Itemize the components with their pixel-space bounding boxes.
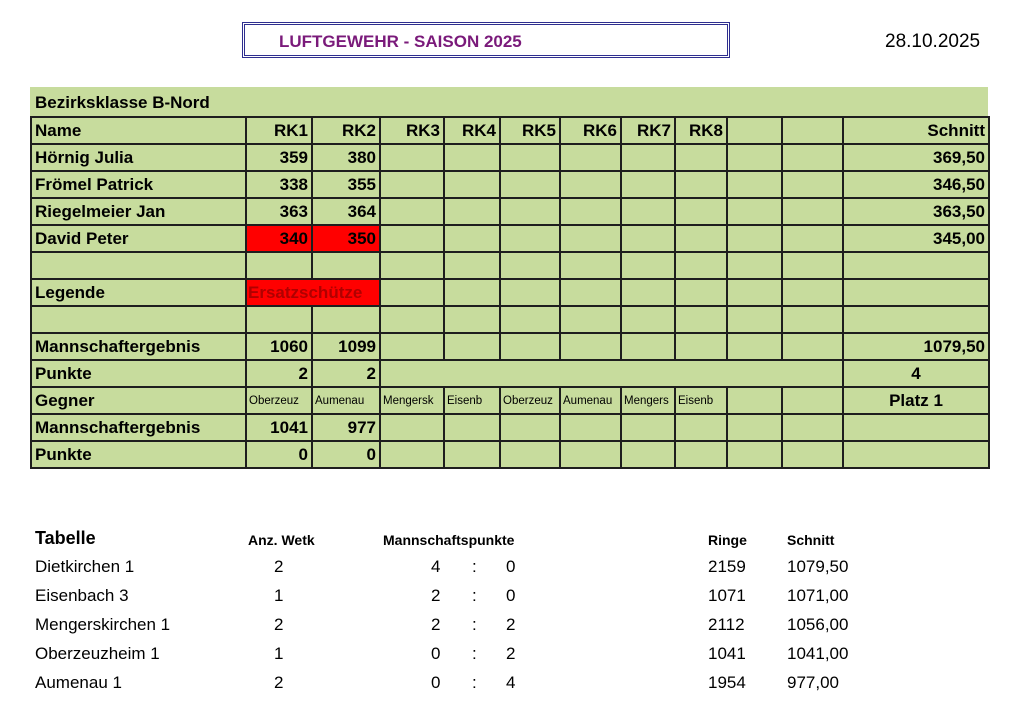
score-cell: 363 bbox=[246, 198, 312, 225]
rings-value: 2159 bbox=[708, 557, 746, 576]
standings-header-average: Schnitt bbox=[787, 532, 835, 548]
score-cell: 380 bbox=[312, 144, 380, 171]
opponent-cell: Mengers bbox=[621, 387, 675, 414]
opponent-points-label: Punkte bbox=[31, 441, 246, 468]
points-separator: : bbox=[472, 673, 477, 692]
placement-cell: Platz 1 bbox=[843, 387, 989, 414]
team-points-cell: 2 bbox=[312, 360, 380, 387]
points-plus: 2 bbox=[431, 586, 441, 605]
score-cell: 355 bbox=[312, 171, 380, 198]
team-points-label: Punkte bbox=[31, 360, 246, 387]
points-separator: : bbox=[472, 615, 477, 634]
points-separator: : bbox=[472, 586, 477, 605]
points-minus: 4 bbox=[506, 673, 516, 692]
standings-header-points: Mannschaftspunkte bbox=[383, 532, 515, 548]
col-header: RK2 bbox=[312, 117, 380, 144]
opponent-cell: Oberzeuz bbox=[246, 387, 312, 414]
table-row bbox=[31, 198, 989, 225]
col-header: RK4 bbox=[444, 117, 500, 144]
team-result-average: 1079,50 bbox=[843, 333, 989, 360]
score-cell: 359 bbox=[246, 144, 312, 171]
points-minus: 0 bbox=[506, 557, 516, 576]
competitions-count: 1 bbox=[274, 586, 284, 605]
standings-header-competitions: Anz. Wetk bbox=[248, 532, 315, 548]
average-value: 1079,50 bbox=[787, 557, 849, 576]
standings-header-rings: Ringe bbox=[708, 532, 747, 548]
points-plus: 0 bbox=[431, 644, 441, 663]
team-name: Dietkirchen 1 bbox=[35, 557, 135, 576]
opponent-cell: Oberzeuz bbox=[500, 387, 560, 414]
competitions-count: 2 bbox=[274, 557, 284, 576]
opponent-result-cell: 977 bbox=[312, 414, 380, 441]
opponent-cell: Eisenb bbox=[444, 387, 500, 414]
team-points-row bbox=[31, 360, 989, 387]
header-row bbox=[31, 117, 989, 144]
opponent-result-row bbox=[31, 414, 989, 441]
page-title: LUFTGEWEHR - SAISON 2025 bbox=[279, 32, 522, 51]
col-header: RK7 bbox=[621, 117, 675, 144]
results-table bbox=[30, 116, 990, 469]
team-points-cell: 2 bbox=[246, 360, 312, 387]
team-name: Eisenbach 3 bbox=[35, 586, 129, 605]
points-separator: : bbox=[472, 644, 477, 663]
score-cell: 364 bbox=[312, 198, 380, 225]
opponent-points-row bbox=[31, 441, 989, 468]
team-name: Mengerskirchen 1 bbox=[35, 615, 171, 634]
opponent-points-cell: 0 bbox=[246, 441, 312, 468]
points-plus: 4 bbox=[431, 557, 441, 576]
col-header bbox=[782, 117, 843, 144]
score-cell-substitute: 340 bbox=[246, 225, 312, 252]
score-cell: 338 bbox=[246, 171, 312, 198]
points-minus: 0 bbox=[506, 586, 516, 605]
points-plus: 2 bbox=[431, 615, 441, 634]
date-label: 28.10.2025 bbox=[885, 31, 981, 52]
average-value: 1041,00 bbox=[787, 644, 849, 663]
opponent-result-label: Mannschaftergebnis bbox=[31, 414, 246, 441]
rings-value: 1954 bbox=[708, 673, 746, 692]
rings-value: 2112 bbox=[708, 615, 745, 634]
opponent-cell: Mengersk bbox=[380, 387, 444, 414]
league-header bbox=[30, 87, 988, 116]
col-header: Name bbox=[31, 117, 246, 144]
legend-substitute: Ersatzschütze bbox=[246, 279, 380, 306]
points-minus: 2 bbox=[506, 615, 516, 634]
title-box bbox=[242, 22, 730, 58]
opponent-cell: Aumenau bbox=[312, 387, 380, 414]
table-row bbox=[31, 171, 989, 198]
average-value: 1056,00 bbox=[787, 615, 849, 634]
empty-row bbox=[31, 252, 989, 279]
col-header: RK6 bbox=[560, 117, 621, 144]
col-header: Schnitt bbox=[843, 117, 989, 144]
points-minus: 2 bbox=[506, 644, 516, 663]
points-separator: : bbox=[472, 557, 477, 576]
opponents-row bbox=[31, 387, 989, 414]
col-header: RK3 bbox=[380, 117, 444, 144]
team-points-total: 4 bbox=[843, 360, 989, 387]
team-name: Aumenau 1 bbox=[35, 673, 122, 692]
rings-value: 1071 bbox=[708, 586, 746, 605]
team-result-row bbox=[31, 333, 989, 360]
opponent-cell: Eisenb bbox=[675, 387, 727, 414]
score-cell-substitute: 350 bbox=[312, 225, 380, 252]
legend-label: Legende bbox=[31, 279, 246, 306]
legend-row bbox=[31, 279, 989, 306]
league-name: Bezirksklasse B-Nord bbox=[35, 93, 210, 112]
opponents-label: Gegner bbox=[31, 387, 246, 414]
competitions-count: 2 bbox=[274, 673, 284, 692]
team-result-cell: 1060 bbox=[246, 333, 312, 360]
empty-row bbox=[31, 306, 989, 333]
average-value: 1071,00 bbox=[787, 586, 849, 605]
average-cell: 369,50 bbox=[843, 144, 989, 171]
average-cell: 345,00 bbox=[843, 225, 989, 252]
team-result-label: Mannschaftergebnis bbox=[31, 333, 246, 360]
average-cell: 346,50 bbox=[843, 171, 989, 198]
shooter-name: Riegelmeier Jan bbox=[31, 198, 246, 225]
table-row bbox=[31, 144, 989, 171]
standings-title: Tabelle bbox=[35, 528, 96, 548]
team-result-cell: 1099 bbox=[312, 333, 380, 360]
opponent-result-cell: 1041 bbox=[246, 414, 312, 441]
opponent-points-cell: 0 bbox=[312, 441, 380, 468]
points-plus: 0 bbox=[431, 673, 441, 692]
col-header: RK5 bbox=[500, 117, 560, 144]
shooter-name: Frömel Patrick bbox=[31, 171, 246, 198]
shooter-name: David Peter bbox=[31, 225, 246, 252]
team-name: Oberzeuzheim 1 bbox=[35, 644, 160, 663]
col-header: RK1 bbox=[246, 117, 312, 144]
table-row bbox=[31, 225, 989, 252]
opponent-cell: Aumenau bbox=[560, 387, 621, 414]
shooter-name: Hörnig Julia bbox=[31, 144, 246, 171]
col-header bbox=[727, 117, 782, 144]
average-value: 977,00 bbox=[787, 673, 839, 692]
average-cell: 363,50 bbox=[843, 198, 989, 225]
competitions-count: 2 bbox=[274, 615, 284, 634]
col-header: RK8 bbox=[675, 117, 727, 144]
competitions-count: 1 bbox=[274, 644, 284, 663]
rings-value: 1041 bbox=[708, 644, 746, 663]
